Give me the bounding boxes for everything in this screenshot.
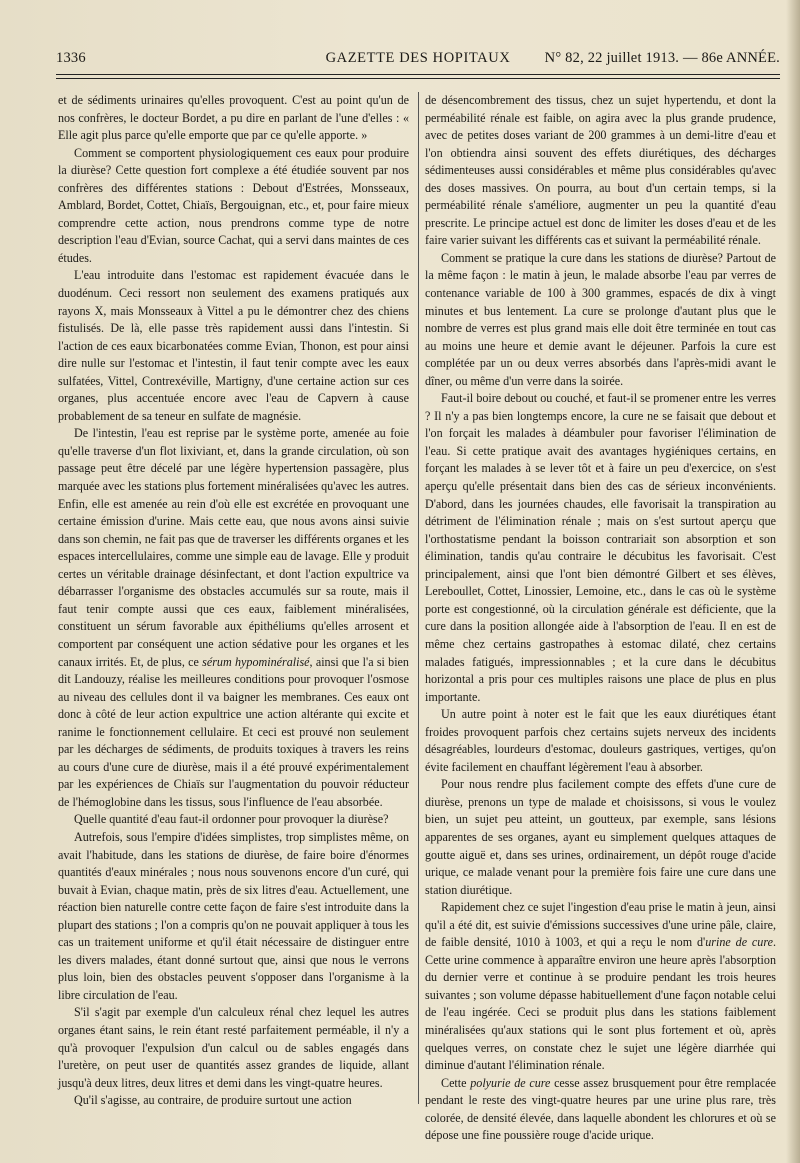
- header-rule-thin: [56, 78, 780, 79]
- italic-term: urine de cure: [705, 935, 773, 950]
- left-column: [58, 92, 409, 1110]
- issue-info: N° 82, 22 juillet 1913. — 86e ANNÉE.: [544, 50, 780, 66]
- paragraph-text: , ainsi que l'a si bien dit Landouzy, réalise les meilleures conditions pour provoquer l'osmose au niveau des cellules dont il va baigner les membranes. Ces eaux ont donc à côté de leur action expultrice une action altérante qui excite et ranime le fonctionnement cellulaire. Et ceci est prouvé non seulement par les décharges de sédiments, de produits toxiques à travers les reins au cours d'une cure de diurèse, mais il a été prouvé expérimentalement par les expériences de Chiaïs sur l'augmentation du pouvoir réducteur de l'hémoglobine dans les tissus, sous l'influence de l'eau absorbée.: [58, 654, 409, 809]
- column-separator: [418, 92, 419, 1104]
- paragraph-text: Rapidement chez ce sujet l'ingestion d'eau prise le matin à jeun, ainsi qu'il a été dit, est suivie d'émissions successives d'une urine pâle, claire, de faible densité, 1010 à 1003, et qui a reçu le nom d': [425, 900, 776, 950]
- paragraph: Comment se pratique la cure dans les stations de diurèse? Partout de la même façon : le matin à jeun, le malade absorbe l'eau par verres de contenance variable de 100 à 300 grammes, espacés de dix à vingt minutes et bus lentement. La cure se prolonge d'autant plus que le nombre de verres est plus grand mais elle doit être terminée en tout cas au moins une heure et demie avant le déjeuner. Parfois la cure est complétée par un ou deux verres absorbés dans l'après-midi avant le dîner, ou même d'un verre dans la soirée.: [425, 250, 776, 388]
- italic-term: polyurie de cure: [470, 1075, 551, 1090]
- paragraph-text: . Cette urine commence à apparaître environ une heure après l'absorption du dernier verre et continue à se produire pendant les trois heures suivantes ; son volume dépasse habituellement d'une façon notable celui de l'eau ingérée. Ceci se produit plus dans les stations faiblement minéralisées qu'aux stations qui le sont plus fortement et où, après quelques verres, on constate chez le sujet une légère diarrhée qui diminue d'autant l'élimination rénale.: [425, 935, 777, 1073]
- paragraph: S'il s'agit par exemple d'un calculeux rénal chez lequel les autres organes étant sains, le rein étant resté parfaitement perméable, il n'y a qu'à provoquer l'expulsion d'un calcul ou de sables engagés dans l'uretère, on peut user de quantités assez grandes de liquide, allant jusqu'à deux litres, deux litres et demi dans les vingt-quatre heures.: [58, 1005, 409, 1090]
- header-rule-thick: [56, 74, 780, 75]
- paragraph: L'eau introduite dans l'estomac est rapidement évacuée dans le duodénum. Ceci ressort non seulement des examens pratiqués aux rayons X, mais Monsseaux à Vittel a pu le démontrer chez des chiens fistulisés. De là, elle passe très rapidement aussi dans l'intestin. Si l'action de ces eaux bicarbonatées comme Evian, Thonon, est pour ainsi dire nulle sur l'estomac et l'intestin, il faut tenir compte avec les eaux sulfatées, Vittel, Contrexéville, Martigny, d'une certaine action sur ces organes, plus accentuée encore avec l'eau de Capvern à cause probablement de sa teneur en sulfate de magnésie.: [58, 268, 409, 423]
- italic-term: sérum hypominéralisé: [202, 654, 310, 669]
- paragraph: [425, 899, 776, 1074]
- paragraph-text: De l'intestin, l'eau est reprise par le système porte, amenée au foie qu'elle traverse d'un flot lixiviant, et, dans la grande circulation, où son passage peut être décelé par une légère hypertension passagère, plus marquée avec les stations plus fortement minéralisées qu'avec les autres. Enfin, elle est amenée au rein d'où elle est excrétée en provoquant une certaine émission d'urine. Mais cette eau, que nous avons ainsi suivie dans son chemin, ne fait pas que de traverser les différents organes et les espaces intercellulaires, comme une simple eau de lavage. Elle y produit certes un véritable drainage désinfectant, et dont l'action expultrice va débarrasser l'organisme des obstacles accumulés sur sa route, mais il faut tenir compte aussi que ces eaux, faiblement minéralisées, constituent un sérum favorable aux épithéliums qu'elles arrosent et comportent par conséquent une action sédative pour les organes et les canaux irrités. Et, de plus, ce: [58, 426, 409, 669]
- page-header: [56, 50, 780, 72]
- paragraph: [58, 425, 409, 811]
- paragraph: Autrefois, sous l'empire d'idées simplistes, trop simplistes même, on avait l'habitude, dans les stations de diurèse, de faire boire d'énormes quantités d'eaux minérales ; nous nous souvenons encore d'un curé, qui buvait à Evian, chaque matin, près de six litres d'eau. Actuellement, une réaction bien naturelle contre cette façon de faire s'est introduite dans la plupart des stations ; l'on a compris qu'on ne pouvait appliquer à tous les cas un traitement uniforme et qu'il était nécessaire de distinguer entre les divers malades, étant donné surtout que, ainsi que nous le verrons plus loin, bien des obstacles peuvent s'opposer dans l'organisme à la libre circulation de l'eau.: [58, 829, 409, 1002]
- paragraph-text: Cette: [441, 1075, 471, 1090]
- paragraph-text: cesse assez brusquement pour être remplacée pendant le reste des vingt-quatre heures par une urine plus rare, très colorée, de densité élevée, dans laquelle abondent les chlorures et où se dépose une fine poussière rouge d'acide urique.: [425, 1075, 776, 1143]
- paragraph: Pour nous rendre plus facilement compte des effets d'une cure de diurèse, prenons un type de malade et choisissons, si vous le voulez bien, un sujet peu atteint, un goutteux, par exemple, sans lésions apparentes de ses organes, ayant eu simplement quelques attaques de goutte aiguë et, dans ses urines, ordinairement, un dépôt rouge d'acide urique, ce malade venant pour la première fois faire une cure dans une station diurétique.: [425, 777, 776, 897]
- paragraph: Faut-il boire debout ou couché, et faut-il se promener entre les verres ? Il n'y a pas bien longtemps encore, la cure ne se faisait que debout et l'on forçait les malades à déambuler pour favoriser l'élimination de l'eau. Si cette pratique avait des avantages hygiéniques certains, en forçant les malades à se lever tôt et à faire un peu d'exercice, on s'est aperçu qu'elle présentait dans bien des cas de sérieux inconvénients. D'abord, dans les journées chaudes, elle favorisait la transpiration au détriment de l'élimination rénale ; mais on s'est surtout aperçu que l'orthostatisme pendant la boisson contrariait son absorption et son élimination, tandis qu'au contraire le décubitus les favorisait. C'est principalement, ainsi que l'ont bien démontré Gilbert et ses élèves, Lereboullet, Cottet, Linossier, Lemoine, etc., dans le cas où le système porte est congestionné, où la circulation générale est déficiente, que la cure dans la position allongée aide à l'absorption de l'eau. Il en est de même chez certains gastropathes à estomac dilaté, chez certains malades fatigués, impressionnables ; et la cure dans le décubitus horizontal a pris pour ces multiples raisons une place de plus en plus importante.: [425, 391, 776, 704]
- paragraph: Comment se comportent physiologiquement ces eaux pour produire la diurèse? Cette question fort complexe a été étudiée souvent par nos confrères des différentes stations : Debout d'Estrées, Monsseaux, Amblard, Bordet, Cottet, Chiaïs, Bergouignan, etc., et, pour faire mieux comprendre cette action, nous prendrons comme type de notre description l'eau d'Evian, source Cachat, qui a servi dans maintes de ces études.: [58, 145, 409, 265]
- paragraph: [425, 1075, 776, 1145]
- paragraph: et de sédiments urinaires qu'elles provoquent. C'est au point qu'un de nos confrères, le docteur Bordet, a pu dire en parlant de l'une d'elles : « Elle agit plus parce qu'elle emporte que par ce qu'elle apporte. »: [58, 93, 409, 143]
- page-number: 1336: [56, 50, 86, 66]
- right-column: [425, 92, 776, 1145]
- paragraph: Qu'il s'agisse, au contraire, de produire surtout une action: [74, 1093, 352, 1108]
- paragraph: de désencombrement des tissus, chez un sujet hypertendu, et dont la perméabilité rénale est faible, on agira avec la plus grande prudence, avec de petites doses variant de 200 grammes à un demi-litre d'eau et l'on obtiendra ainsi souvent des effets diurétiques, des décharges sédimenteuses aussi considérables et même plus considérables qu'avec des doses massives. On pourra, au bout d'un certain temps, si la perméabilité rénale s'améliore, augmenter un peu la quantité d'eau prescrite. Le principe actuel est donc de limiter les doses d'eau et de les faire varier suivant les différents cas et suivant la perméabilité rénale.: [425, 93, 776, 248]
- journal-title: GAZETTE DES HOPITAUX: [325, 50, 511, 66]
- paragraph: Un autre point à noter est le fait que les eaux diurétiques étant froides provoquent parfois chez certains sujets nerveux des incidents désagréables, lourdeurs d'estomac, douleurs gastriques, vertiges, qu'on évite facilement en chauffant légèrement l'eau à absorber.: [425, 707, 776, 774]
- paragraph: Quelle quantité d'eau faut-il ordonner pour provoquer la diurèse?: [74, 812, 389, 827]
